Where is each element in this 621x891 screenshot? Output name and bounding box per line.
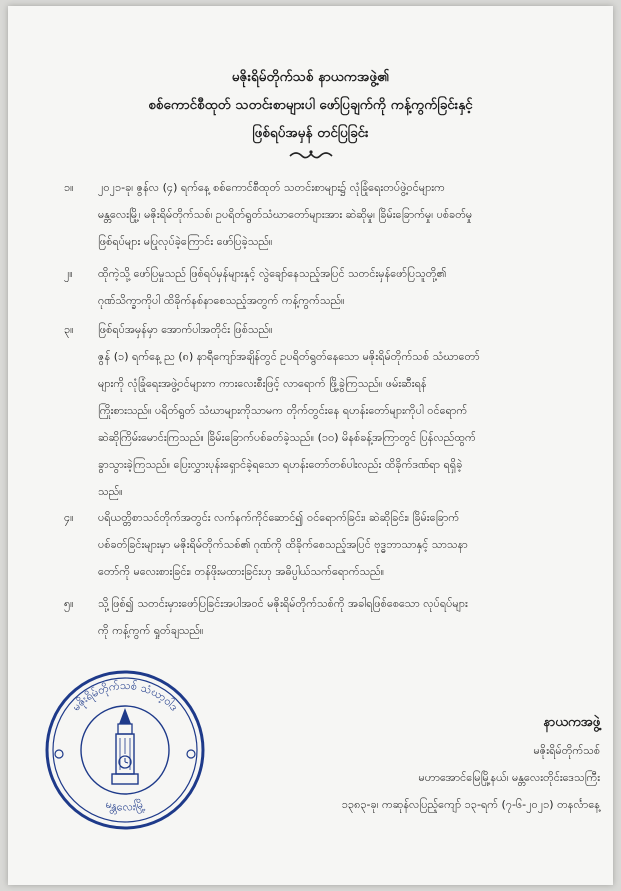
- item-number: ၃။: [64, 323, 74, 336]
- heading-line-1: မဇိုးရိမ်တိုက်သစ် နာယကအဖွဲ့၏: [231, 69, 390, 85]
- signature-location: မဟာအောင်မြေမြို့နယ်၊ မန္တလေးတိုင်းဒေသကြီး: [418, 771, 600, 784]
- item-line: မန္တလေးမြို့၊ မဇိုးရိမ်တိုက်သစ်၊ ဥပရိတ်ရွတ်သံဃာတော်များအား ဆဲဆိုမှု၊ ခြိမ်းခြောက်မှု၊ ပစ်ခတ်မှု: [98, 208, 473, 221]
- item-line: သို့ဖြစ်၍ သတင်းမှားဖော်ပြခြင်းအပါအဝင် မဇိုးရိမ်တိုက်သစ်ကို အခါရဖြစ်စေသော လုပ်ရပ်များ: [98, 597, 468, 610]
- item-line: ပရိယတ္တိစာသင်တိုက်အတွင်း လက်နက်ကိုင်ဆောင်၍ ဝင်ရောက်ခြင်း၊ ဆဲဆိုခြင်း၊ ခြိမ်းခြောက်: [98, 511, 460, 524]
- item-line: ကို ကန့်ကွက် ရှုတ်ချသည်။: [98, 624, 204, 637]
- item-number: ၄။: [64, 511, 74, 524]
- ornament-flourish-icon: [288, 148, 334, 162]
- item-line: ခွာသွားခဲ့ကြသည်။ ပြေးလွှားပုန်းရှောင်ခဲ့ရသော ရဟန်းတော်တစ်ပါးလည်း ထိခိုက်ဒဏ်ရာ ရရှိခဲ့: [98, 458, 463, 471]
- item-line: ဆဲဆိုကြိမ်းမောင်းကြသည်။ ခြိမ်းခြောက်ပစ်ခတ်ခဲ့သည်။ (၁၀) မိနစ်ခန့်အကြာတွင် ပြန်လည်ထွက်: [98, 431, 476, 444]
- item-line: ထိုကဲ့သို့ ဖော်ပြမှုသည် ဖြစ်ရပ်မှန်များနှင့် လွဲချော်နေသည့်အပြင် သတင်းမှန်ဖော်ပြသူတို့၏: [98, 267, 447, 280]
- signature-date: ၁၃၈၃-ခု၊ ကဆုန်လပြည့်ကျော် ၁၃-ရက် (၇-၆-၂၀၂၁) တနင်္လာနေ့: [341, 798, 600, 811]
- heading-line-2: စစ်ကောင်စီထုတ် သတင်းစာများပါ ဖော်ပြချက်ကို ကန့်ကွက်ခြင်းနှင့်: [148, 97, 473, 113]
- item-number: ၁။: [64, 181, 74, 194]
- item-number: ၂။: [64, 267, 73, 280]
- item-line: တော်ကို မလေးစားခြင်း၊ တန်ဖိုးမထားခြင်းဟု အဓိပ္ပါယ်သက်ရောက်သည်။: [98, 565, 385, 578]
- item-line: ကြိုးစားသည်။ ပရိတ်ရွတ် သံဃာများကိုသာမက တိုက်တွင်းနေ ရဟန်းတော်များကိုပါ ဝင်ရောက်: [98, 404, 468, 417]
- item-number: ၅။: [64, 597, 74, 610]
- seal-text-bottom: မန္တလေးမြို့: [103, 797, 146, 814]
- signature-title: နာယကအဖွဲ့: [543, 715, 600, 730]
- item-line: ပစ်ခတ်ခြင်းများမှာ မဇိုးရိမ်တိုက်သစ်၏ ဂုဏ်ကို ထိခိုက်စေသည့်အပြင် ဗုဒ္ဓဘာသာနှင့် သာသနာ: [98, 538, 468, 551]
- item-line: ၂၀၂၁-ခု၊ ဇွန်လ (၄) ရက်နေ့ စစ်ကောင်စီထုတ် သတင်းစာများ၌ လုံခြုံရေးတပ်ဖွဲ့ဝင်များက: [98, 181, 445, 194]
- item-line: ဖြစ်ရပ်အမှန်မှာ အောက်ပါအတိုင်း ဖြစ်သည်။: [98, 323, 273, 336]
- item-line: ဂုဏ်သိက္ခာကိုပါ ထိခိုက်နစ်နာစေသည့်အတွက် ကန့်ကွက်သည်။: [98, 294, 345, 307]
- seal-text-top: မဇိုးရိမ်တိုက်သစ် သံဃာ့ဝါဒ: [69, 678, 181, 714]
- signature-monastery: မဇိုးရိမ်တိုက်သစ်: [533, 744, 600, 757]
- item-line: ဖြစ်ရပ်များ မပြုလုပ်ခဲ့ကြောင်း ဖော်ပြခဲ့သည်။: [98, 235, 273, 248]
- monastery-seal-icon: [40, 662, 210, 832]
- item-line: သည်။: [98, 485, 123, 498]
- item-line: ဇွန် (၁) ရက်နေ့ ည (၈) နာရီကျော်အချိန်တွင် ဥပရိတ်ရွတ်နေသော မဇိုးရိမ်တိုက်သစ် သံဃာတော်: [98, 350, 480, 363]
- heading-line-3: ဖြစ်ရပ်အမှန် တင်ပြခြင်း: [252, 125, 369, 141]
- item-line: များကို လုံခြုံရေးအဖွဲ့ဝင်များက ကားလေးစီးဖြင့် လာရောက် ဖြို့ခွဲကြသည်။ ဖမ်းဆီးရန်: [98, 377, 427, 390]
